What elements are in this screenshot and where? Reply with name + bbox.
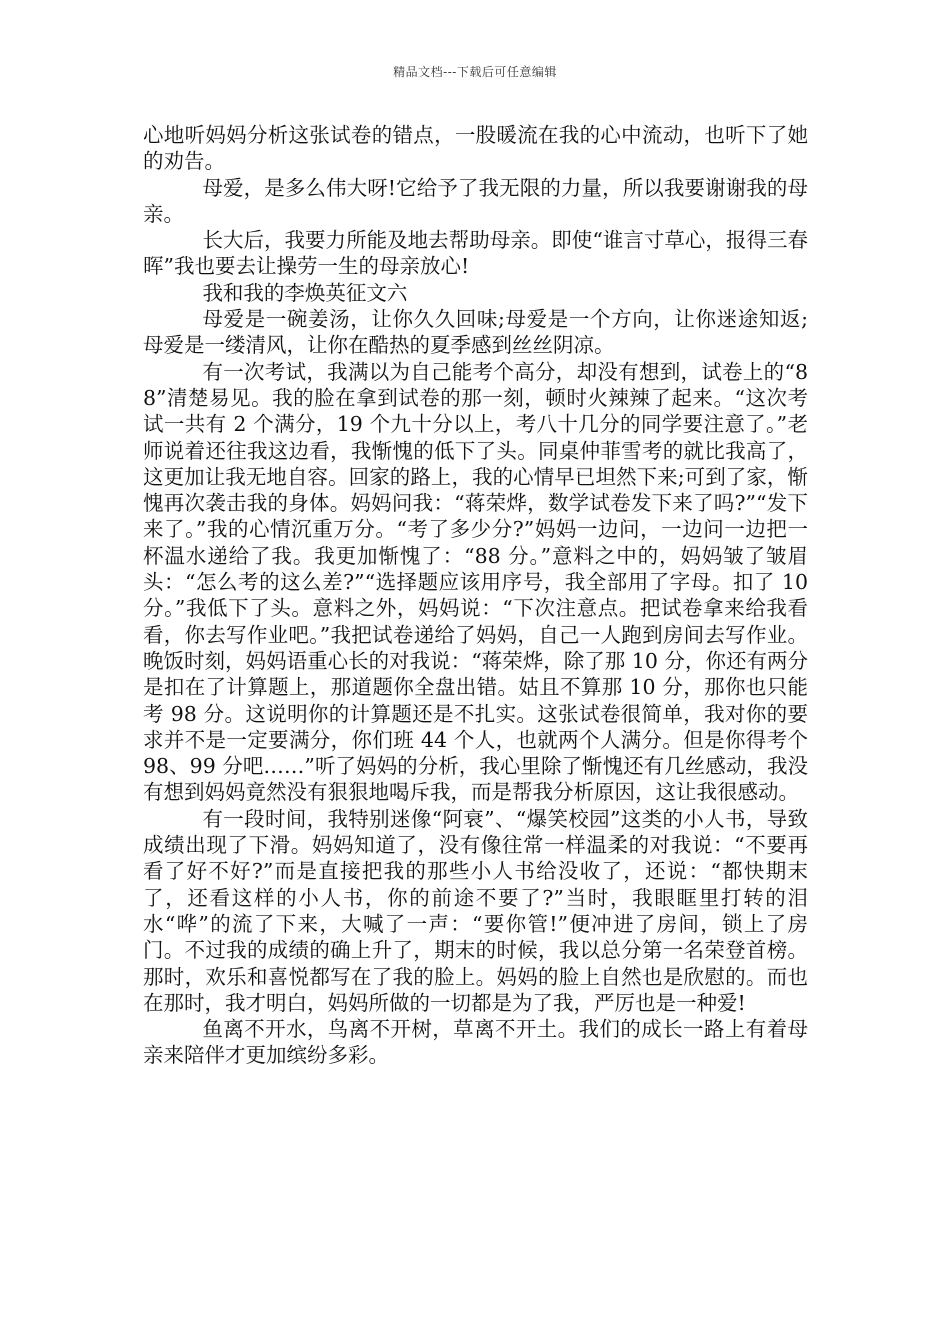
paragraph-1: 心地听妈妈分析这张试卷的错点，一股暖流在我的心中流动，也听下了她的劝告。 xyxy=(143,123,808,174)
paragraph-3: 长大后，我要力所能及地去帮助母亲。即使“谁言寸草心，报得三春晖”我也要去让操劳一生的母亲放心! xyxy=(143,228,808,279)
paragraph-4: 母爱是一碗姜汤，让你久久回味;母爱是一个方向，让你迷途知返;母爱是一缕清风，让你在酷热的夏季感到丝丝阴凉。 xyxy=(143,307,808,358)
document-body xyxy=(143,122,808,1069)
page-header: 精品文档---下载后可任意编辑 xyxy=(393,65,557,79)
essay-title: 我和我的李焕英征文六 xyxy=(202,280,408,305)
paragraph-5: 有一次考试，我满以为自己能考个高分，却没有想到，试卷上的“88”清楚易见。我的脸在拿到试卷的那一刻，顿时火辣辣了起来。“这次考试一共有 2 个满分，19 个九十分以上，考八十几分的同学要注意了。”老师说着还往我这边看，我惭愧的低下了头。同桌仲菲雪考的就比我高了，这更加让我无地自容。回家的路上，我的心情早已坦然下来;可到了家，惭愧再次袭击我的身体。妈妈问我：“蒋荣烨，数学试卷发下来了吗?”“发下来了。”我的心情沉重万分。“考了多少分?”妈妈一边问，一边问一边把一杯温水递给了我。我更加惭愧了：“88 分。”意料之中的，妈妈皱了皱眉头：“怎么考的这么差?”“选择题应该用序号，我全部用了字母。扣了 10分。”我低下了头。意料之外，妈妈说：“下次注意点。把试卷拿来给我看看，你去写作业吧。”我把试卷递给了妈妈，自己一人跑到房间去写作业。晚饭时刻，妈妈语重心长的对我说：“蒋荣烨，除了那 10 分，你还有两分是扣在了计算题上，那道题你全盘出错。姑且不算那 10 分，那你也只能考 98 分。这说明你的计算题还是不扎实。这张试卷很简单，我对你的要求并不是一定要满分，你们班 44 个人，也就两个人满分。但是你得考个 98、99 分吧……”听了妈妈的分析，我心里除了惭愧还有几丝感动，我没有想到妈妈竟然没有狠狠地喝斥我，而是帮我分析原因，这让我很感动。 xyxy=(143,359,808,805)
paragraph-7: 鱼离不开水，鸟离不开树，草离不开土。我们的成长一路上有着母亲来陪伴才更加缤纷多彩。 xyxy=(143,1017,808,1068)
paragraph-2: 母爱，是多么伟大呀!它给予了我无限的力量，所以我要谢谢我的母亲。 xyxy=(143,175,808,226)
paragraph-6: 有一段时间，我特别迷像“阿衰”、“爆笑校园”这类的小人书，导致成绩出现了下滑。妈妈知道了，没有像往常一样温柔的对我说：“不要再看了好不好?”而是直接把我的那些小人书给没收了，还说：“都快期末了，还看这样的小人书，你的前途不要了?”当时，我眼眶里打转的泪水“哗”的流了下来，大喊了一声：“要你管!”便冲进了房间，锁上了房门。不过我的成绩的确上升了，期末的时候，我以总分第一名荣登首榜。那时，欢乐和喜悦都写在了我的脸上。妈妈的脸上自然也是欣慰的。而也在那时，我才明白，妈妈所做的一切都是为了我，严厉也是一种爱! xyxy=(143,806,808,1015)
